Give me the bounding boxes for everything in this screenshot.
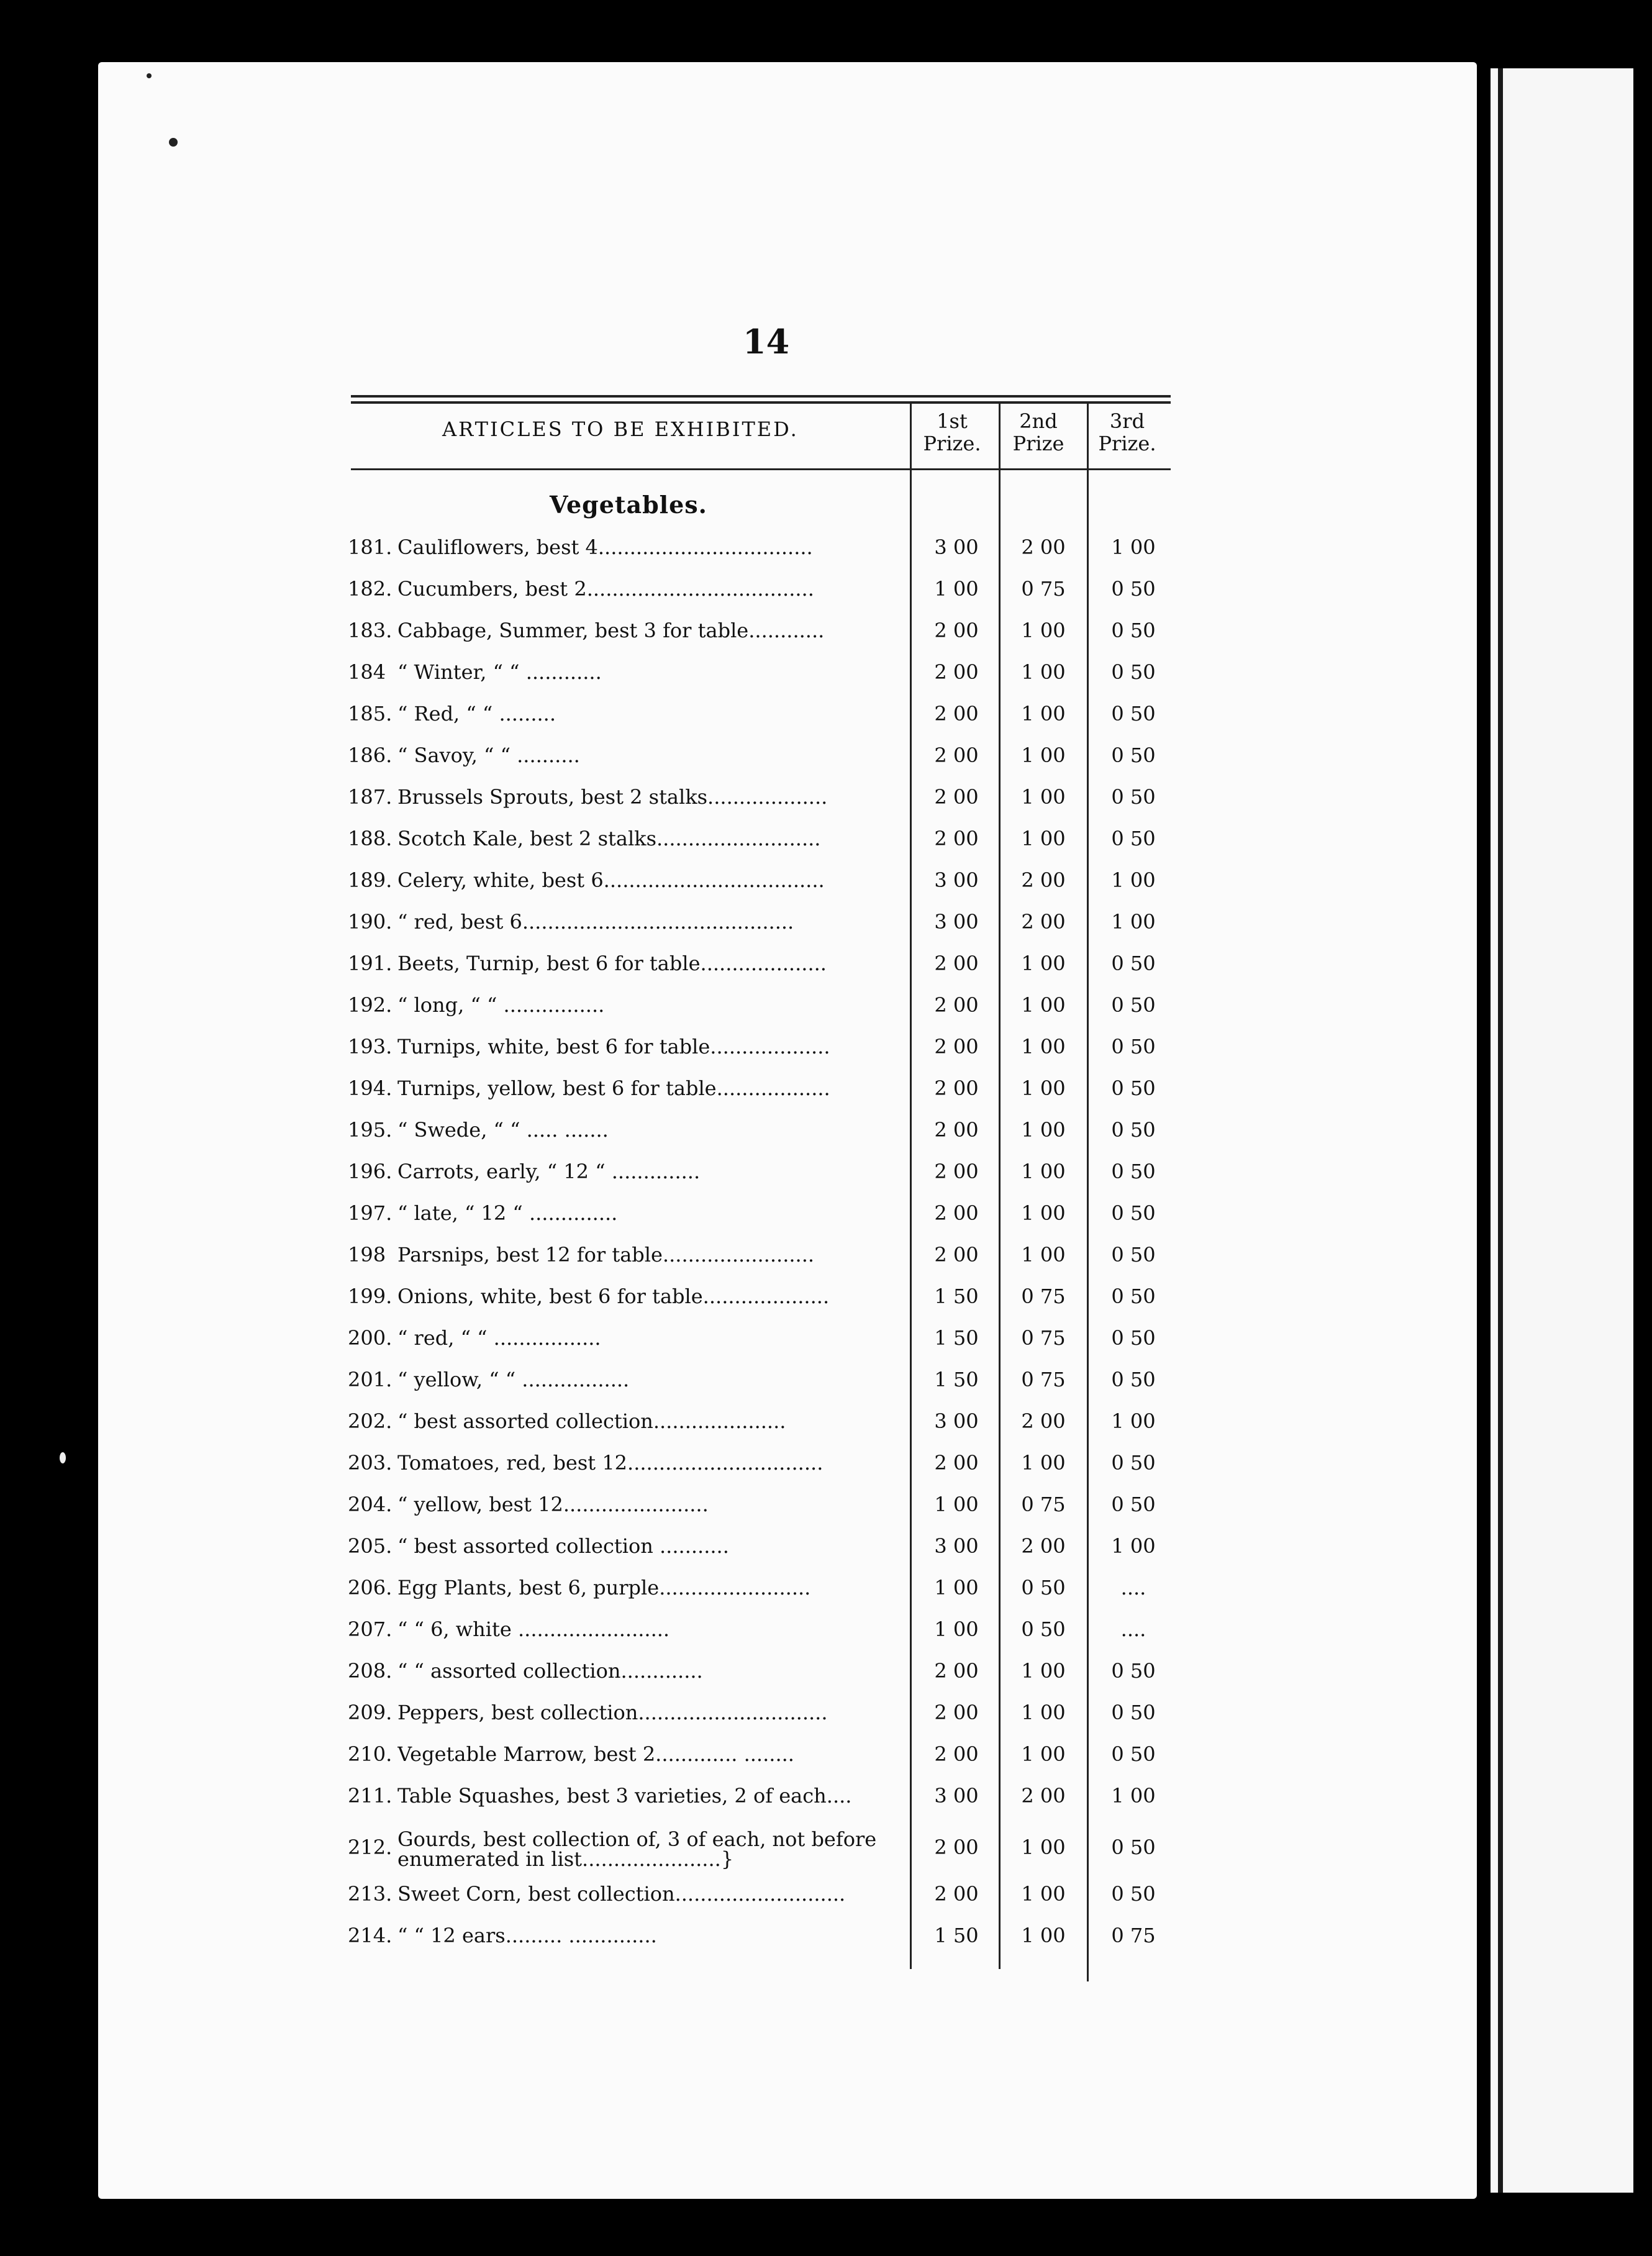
row-num: 196. <box>348 1160 393 1183</box>
row-p3: 1 00 <box>1111 1784 1156 1808</box>
row-desc: Vegetable Marrow, best 2............. ........ <box>397 1742 794 1766</box>
row-p3: 0 50 <box>1111 785 1156 809</box>
row-p2: 0 50 <box>1021 1576 1066 1599</box>
row-p3: 0 50 <box>1111 1035 1156 1058</box>
table-row <box>0 744 1652 781</box>
row-p2: 1 00 <box>1021 1160 1066 1183</box>
row-p1: 1 50 <box>934 1326 979 1350</box>
row-desc: “ “ 6, white ........................ <box>397 1617 670 1641</box>
row-p1: 2 00 <box>934 1742 979 1766</box>
row-p3: 0 50 <box>1111 993 1156 1017</box>
row-desc: “ late, “ 12 “ .............. <box>397 1201 618 1225</box>
row-desc: “ yellow, “ “ ................. <box>397 1368 630 1391</box>
row-desc: “ Winter, “ “ ............ <box>397 660 602 684</box>
table-row <box>0 1409 1652 1447</box>
table-row <box>0 910 1652 947</box>
table-row <box>0 535 1652 573</box>
row-p1: 1 50 <box>934 1285 979 1308</box>
table-row <box>0 577 1652 614</box>
row-p2: 1 00 <box>1021 660 1066 684</box>
row-desc: “ “ 12 ears......... .............. <box>397 1924 657 1947</box>
row-p2: 1 00 <box>1021 1243 1066 1267</box>
row-num: 186. <box>348 744 393 767</box>
table-row <box>0 1368 1652 1405</box>
row-desc: “ Red, “ “ ......... <box>397 702 556 725</box>
row-p2: 0 75 <box>1021 1493 1066 1516</box>
table-row <box>0 1285 1652 1322</box>
row-num: 204. <box>348 1493 393 1516</box>
header-rule-bottom <box>351 468 1171 470</box>
first-prize-header <box>915 410 989 455</box>
table-row <box>0 1829 1652 1867</box>
row-desc: Celery, white, best 6................................... <box>397 868 825 892</box>
row-desc: “ red, “ “ ................. <box>397 1326 601 1350</box>
row-p3: 0 50 <box>1111 1326 1156 1350</box>
table-row <box>0 702 1652 739</box>
table-row <box>0 827 1652 864</box>
row-p1: 2 00 <box>934 1451 979 1475</box>
row-p3: 0 50 <box>1111 1285 1156 1308</box>
row-p1: 3 00 <box>934 1534 979 1558</box>
row-p3: 0 50 <box>1111 744 1156 767</box>
row-p3: 0 50 <box>1111 952 1156 975</box>
table-row <box>0 1243 1652 1280</box>
row-desc: Sweet Corn, best collection........................... <box>397 1882 846 1906</box>
row-p2: 2 00 <box>1021 1784 1066 1808</box>
row-p1: 1 50 <box>934 1924 979 1947</box>
row-p1: 1 00 <box>934 577 979 601</box>
row-desc: “ best assorted collection..................... <box>397 1409 786 1433</box>
row-p2: 1 00 <box>1021 1201 1066 1225</box>
row-p3: 0 50 <box>1111 1701 1156 1724</box>
row-p3: 0 50 <box>1111 1076 1156 1100</box>
row-desc: Beets, Turnip, best 6 for table.................... <box>397 952 827 975</box>
row-p3: 0 50 <box>1111 1742 1156 1766</box>
row-p1: 1 00 <box>934 1493 979 1516</box>
row-p1: 1 00 <box>934 1617 979 1641</box>
row-p2: 2 00 <box>1021 868 1066 892</box>
row-p1: 2 00 <box>934 1835 979 1859</box>
row-num: 202. <box>348 1409 393 1433</box>
section-title: Vegetables. <box>550 491 707 519</box>
row-p2: 1 00 <box>1021 1742 1066 1766</box>
row-num: 205. <box>348 1534 393 1558</box>
table-row <box>0 868 1652 906</box>
table-row <box>0 1784 1652 1821</box>
row-p3: 0 50 <box>1111 1160 1156 1183</box>
row-p2: 1 00 <box>1021 702 1066 725</box>
row-num: 191. <box>348 952 393 975</box>
row-desc: Carrots, early, “ 12 “ .............. <box>397 1160 701 1183</box>
row-desc: Turnips, yellow, best 6 for table.................. <box>397 1076 830 1100</box>
table-row <box>0 952 1652 989</box>
row-num: 199. <box>348 1285 393 1308</box>
second-prize-header-line2: Prize <box>1012 432 1064 455</box>
header-rule-top <box>351 395 1171 398</box>
second-prize-header <box>1001 410 1076 455</box>
articles-header: ARTICLES TO BE EXHIBITED. <box>442 417 799 441</box>
first-prize-header-line1: 1st <box>937 409 968 433</box>
table-row <box>0 1924 1652 1961</box>
table-row <box>0 1576 1652 1613</box>
row-p1: 2 00 <box>934 827 979 850</box>
row-p2: 0 75 <box>1021 577 1066 601</box>
table-row <box>0 993 1652 1030</box>
row-p2: 2 00 <box>1021 1409 1066 1433</box>
row-p2: 1 00 <box>1021 952 1066 975</box>
row-p1: 2 00 <box>934 702 979 725</box>
row-p1: 2 00 <box>934 1076 979 1100</box>
row-p3: 0 50 <box>1111 1368 1156 1391</box>
row-desc: Turnips, white, best 6 for table................... <box>397 1035 830 1058</box>
table-row <box>0 1493 1652 1530</box>
row-p2: 1 00 <box>1021 993 1066 1017</box>
table-row <box>0 1451 1652 1488</box>
print-speck <box>147 73 152 78</box>
third-prize-header-line1: 3rd <box>1109 409 1145 433</box>
header-rule-top-2 <box>351 401 1171 404</box>
row-num: 207. <box>348 1617 393 1641</box>
row-num: 214. <box>348 1924 393 1947</box>
row-p3: 1 00 <box>1111 1409 1156 1433</box>
row-desc: Tomatoes, red, best 12............................... <box>397 1451 824 1475</box>
row-desc: Scotch Kale, best 2 stalks.......................... <box>397 827 821 850</box>
row-p1: 3 00 <box>934 1784 979 1808</box>
first-prize-header-line2: Prize. <box>923 432 981 455</box>
table-row <box>0 1701 1652 1738</box>
row-num: 200. <box>348 1326 393 1350</box>
table-row <box>0 1201 1652 1239</box>
row-p2: 0 75 <box>1021 1368 1066 1391</box>
row-p1: 2 00 <box>934 1118 979 1142</box>
row-num: 185. <box>348 702 393 725</box>
row-p3: .... <box>1120 1576 1146 1599</box>
table-row <box>0 1659 1652 1696</box>
row-p3: 1 00 <box>1111 868 1156 892</box>
row-p2: 2 00 <box>1021 910 1066 934</box>
row-num: 213. <box>348 1882 393 1906</box>
row-desc: “ best assorted collection ........... <box>397 1534 729 1558</box>
row-num: 197. <box>348 1201 393 1225</box>
table-row <box>0 785 1652 822</box>
row-num: 183. <box>348 619 393 642</box>
table-row <box>0 1742 1652 1780</box>
row-p3: 0 50 <box>1111 619 1156 642</box>
row-desc: “ red, best 6........................................... <box>397 910 794 934</box>
row-p2: 2 00 <box>1021 535 1066 559</box>
row-desc: “ long, “ “ ................ <box>397 993 605 1017</box>
row-p3: 0 75 <box>1111 1924 1156 1947</box>
row-p1: 2 00 <box>934 660 979 684</box>
row-num: 210. <box>348 1742 393 1766</box>
row-p1: 2 00 <box>934 1160 979 1183</box>
row-p2: 1 00 <box>1021 785 1066 809</box>
row-desc: “ yellow, best 12....................... <box>397 1493 709 1516</box>
row-desc: Egg Plants, best 6, purple........................ <box>397 1576 811 1599</box>
row-num: 190. <box>348 910 393 934</box>
row-num: 206. <box>348 1576 393 1599</box>
table-row <box>0 660 1652 698</box>
row-p3: 0 50 <box>1111 660 1156 684</box>
row-num: 189. <box>348 868 393 892</box>
row-p1: 2 00 <box>934 1201 979 1225</box>
table-row <box>0 619 1652 656</box>
row-p2: 2 00 <box>1021 1534 1066 1558</box>
row-desc: “ Swede, “ “ ..... ....... <box>397 1118 609 1142</box>
row-p2: 1 00 <box>1021 1924 1066 1947</box>
row-p3: 0 50 <box>1111 1659 1156 1683</box>
row-desc: Gourds, best collection of, 3 of each, not before enumerated in list......................} <box>397 1829 877 1869</box>
third-prize-header-line2: Prize. <box>1098 432 1156 455</box>
page-number: 14 <box>743 322 790 362</box>
row-p2: 1 00 <box>1021 1451 1066 1475</box>
row-p3: 0 50 <box>1111 577 1156 601</box>
third-prize-header <box>1090 410 1164 455</box>
row-p3: 0 50 <box>1111 1493 1156 1516</box>
row-num: 194. <box>348 1076 393 1100</box>
row-p1: 2 00 <box>934 1659 979 1683</box>
row-desc: Peppers, best collection.............................. <box>397 1701 828 1724</box>
row-num: 182. <box>348 577 393 601</box>
row-num: 188. <box>348 827 393 850</box>
table-row <box>0 1118 1652 1155</box>
row-desc: Table Squashes, best 3 varieties, 2 of each.... <box>397 1784 852 1808</box>
table-row <box>0 1076 1652 1114</box>
row-p1: 2 00 <box>934 744 979 767</box>
table-row <box>0 1326 1652 1363</box>
row-p3: 0 50 <box>1111 827 1156 850</box>
row-num: 201. <box>348 1368 393 1391</box>
row-p2: 1 00 <box>1021 827 1066 850</box>
row-num: 184 <box>348 660 386 684</box>
row-p3: 0 50 <box>1111 1835 1156 1859</box>
row-p2: 1 00 <box>1021 1659 1066 1683</box>
row-desc: Cauliflowers, best 4.................................. <box>397 535 813 559</box>
row-p1: 2 00 <box>934 619 979 642</box>
row-num: 187. <box>348 785 393 809</box>
row-p3: 0 50 <box>1111 1243 1156 1267</box>
row-p3: 0 50 <box>1111 1882 1156 1906</box>
row-p2: 0 75 <box>1021 1326 1066 1350</box>
row-p1: 1 00 <box>934 1576 979 1599</box>
row-p3: .... <box>1120 1617 1146 1641</box>
table-row <box>0 1160 1652 1197</box>
row-num: 192. <box>348 993 393 1017</box>
second-prize-header-line1: 2nd <box>1019 409 1058 433</box>
row-num: 212. <box>348 1835 393 1859</box>
table-row <box>0 1882 1652 1919</box>
row-p2: 1 00 <box>1021 1882 1066 1906</box>
row-p1: 2 00 <box>934 1243 979 1267</box>
row-desc: Cabbage, Summer, best 3 for table............ <box>397 619 825 642</box>
print-speck <box>169 138 178 147</box>
row-p2: 1 00 <box>1021 1118 1066 1142</box>
row-desc: Brussels Sprouts, best 2 stalks................... <box>397 785 828 809</box>
row-num: 209. <box>348 1701 393 1724</box>
row-desc: Parsnips, best 12 for table........................ <box>397 1243 815 1267</box>
row-p1: 3 00 <box>934 868 979 892</box>
row-desc: Cucumbers, best 2.................................... <box>397 577 814 601</box>
row-num: 193. <box>348 1035 393 1058</box>
row-p1: 2 00 <box>934 1701 979 1724</box>
row-num: 208. <box>348 1659 393 1683</box>
row-p3: 0 50 <box>1111 702 1156 725</box>
row-p2: 0 50 <box>1021 1617 1066 1641</box>
row-num: 181. <box>348 535 393 559</box>
row-p1: 2 00 <box>934 785 979 809</box>
table-row <box>0 1035 1652 1072</box>
row-p1: 3 00 <box>934 910 979 934</box>
row-p2: 1 00 <box>1021 744 1066 767</box>
row-p3: 0 50 <box>1111 1451 1156 1475</box>
row-num: 195. <box>348 1118 393 1142</box>
row-p2: 0 75 <box>1021 1285 1066 1308</box>
row-p3: 0 50 <box>1111 1201 1156 1225</box>
row-p1: 3 00 <box>934 1409 979 1433</box>
row-p1: 2 00 <box>934 952 979 975</box>
row-p3: 1 00 <box>1111 910 1156 934</box>
row-p2: 1 00 <box>1021 1035 1066 1058</box>
row-p1: 2 00 <box>934 1882 979 1906</box>
row-p1: 1 50 <box>934 1368 979 1391</box>
row-desc: “ “ assorted collection............. <box>397 1659 703 1683</box>
row-p1: 2 00 <box>934 1035 979 1058</box>
row-p2: 1 00 <box>1021 1076 1066 1100</box>
table-row <box>0 1534 1652 1571</box>
row-p1: 3 00 <box>934 535 979 559</box>
row-p3: 1 00 <box>1111 1534 1156 1558</box>
row-num: 203. <box>348 1451 393 1475</box>
row-num: 198 <box>348 1243 386 1267</box>
row-p2: 1 00 <box>1021 1701 1066 1724</box>
row-p2: 1 00 <box>1021 1835 1066 1859</box>
table-row <box>0 1617 1652 1655</box>
row-p3: 0 50 <box>1111 1118 1156 1142</box>
row-num: 211. <box>348 1784 393 1808</box>
row-desc: “ Savoy, “ “ .......... <box>397 744 580 767</box>
row-p2: 1 00 <box>1021 619 1066 642</box>
row-p1: 2 00 <box>934 993 979 1017</box>
row-p3: 1 00 <box>1111 535 1156 559</box>
row-desc: Onions, white, best 6 for table.................... <box>397 1285 830 1308</box>
